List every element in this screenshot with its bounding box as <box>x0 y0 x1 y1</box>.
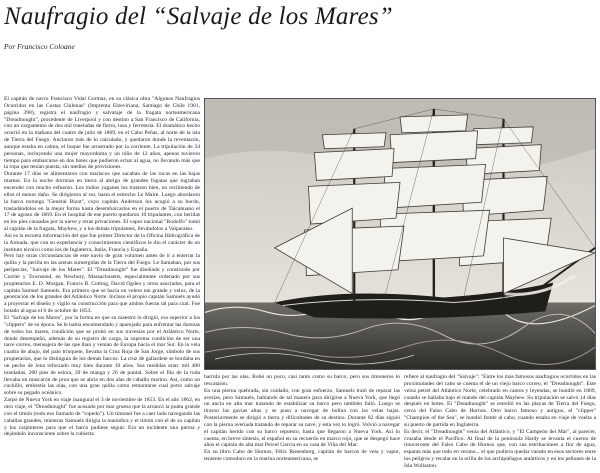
sailing-ship-illustration <box>204 98 596 370</box>
left-text-column <box>4 96 200 470</box>
body-paragraph: El "Salvaje de los Mares", por la forma en que su maestro lo dirigió, era superior a los "clippers" de su época. Se le había encomendado y aparejado para enfrentar las durezas de todos los mares, condición que se probó en sus travesías por el Atlántico Norte, donde desempeñó, además de su registro de carga, la suprema condición de ser una nave correo, mensajera de las que iban y venían de Europa hacia el mar Sur. En la vela cuadra de abajo, del palo trinquete, llevaba la Cruz Roja de San Jorge, símbolo de sus propietarios, que lo distinguía de los demás barcos. La cruz de gallardete se bordaba en un pecho de lona reforzado muy bien durante 10 años. Sus medidas eran: mil 400 toneladas, 200 pies de eslora, 39 de manga y 26 de puntal. Sobre el filo de la roda llevaba un mascarón de proa que se abría en dos alas de caballo marino. Así, como un cuchillo, embestía las olas, con una gran quilla como remontarse cual potro salvaje sobre su pegado océánico. <box>4 315 200 397</box>
body-paragraph: En una pierna quebrada, sin cuidado, con gran esfuerzo, Samuels trató de reparar las averías, pero Samuels, hablando de tal manera para dirigirse a Nueva York, que llegó un ancla en alta mar tratando de estabilizar su barco pero también falló. Luego se tiraron las gavias altas y se puso a navegar de bolina con las velas bajas. Posteriormente se dirigió a tierra y dificultades de su destino. Durante 82 días siguió con la pierna averiada tratando de reparar su nave, y esta vez lo logró. Volvió a navegar el capitán herido con su barco repuesto, hasta que llegaron a Nueva York. Así lo cuenta, en breve síntesis, el español en su recuerdo en marco rojo, que se despegó hace años el capitán de alta mar Percel García en su casa de Viña del Mar. <box>204 387 400 449</box>
body-paragraph: Es decir, el "Dreadnought" venía del Atlántico, y "El Campeón del Mar", al parecer, cruzaba desde el Pacífico. Al final de la península Hardy se levanta el cuerno de rinoceronte del Falso Cabo de Hornos que, con sus estribaciones a flor de agua, espanta más que todo en verano... el que pudiera quedar varado en esos sectores entre los peligros y recalar en la orilla de los archipiélagos antárticos y en los peñones de la Isla Wollaston. <box>404 428 596 469</box>
middle-text-column <box>204 374 400 470</box>
body-paragraph: barrida por las olas. Robó un poco, casi tanto como su barco; pero sus timoneros lo rescataron. <box>204 374 400 387</box>
body-paragraph: refiere al naufragio del "Salvaje": "Entre los más famosos naufragios ocurridos en las proximidades del cabo se cuenta el de un viejo barco correo, el "Dreadnought". Este veloz petrel del Atlántico Norte, celebrado en cantos y leyendas, se hundió en 1869, cuando se hallaba bajo el mando del capitán Mayhew. Su tripulación se salvó 14 días después en botes. El "Dreadnought" se estrelló en las playas de Tierra del Fuego, cerca del Falso Cabo de Hornos. Otro barco famoso y antiguo, el "clipper" "Champion of the Sea", se hundió frente al cabo, cuando estaba en viaje de vuelta a su puerto de partida en Inglaterra. <box>404 374 596 428</box>
body-paragraph: En su libro Cabo de Hornos, Félix Riesenberg, capitán de barcos de vela y vapor, teniente comodoro en la marina norteamericana, se <box>204 449 400 463</box>
article-headline: Naufragio del “Salvaje de los Mares” <box>4 3 393 30</box>
article-byline: Por Francisco Coloane <box>4 42 75 51</box>
right-text-column <box>404 374 596 470</box>
body-paragraph: Durante 17 días se alimentaron con mariscos que sacaban de las rocas en las bajas mareas. En la noche dormían en tierra al abrigo de grandes fogatas que lograban encender con mucho esfuerzo. Los indios yaganes los trataron bien, no recibiendo de ellos el menor daño. Se dirigieron al sur, hasta el estrecho Le Maire. Luego abordaron la barca noruega "General Bizot", cuyo capitán Anderson los acogió a su bordo, trasladándolos en la mejor forma hasta desembarcarlos en el puerto de Talcahuano el 17 de agosto de 1869. En el hospital de ese puerto quedaron 10 tripulantes, con heridas en los pies causadas por la nieve y otras privaciones. El vapor nacional "Rodolfo" tomó al capitán de la fragata, Mayhew, y a los demás tripulantes, llevándolos a Valparaíso. <box>4 171 200 233</box>
ship-drawing <box>205 99 595 369</box>
body-paragraph: Pero hay otras circunstancias de este navío de gran volumen antes de ir a enterrar la quilla y la perilla en las arenas sumergidas de la Tierra del Fuego. Le llamaban, por sus peripecias, "Salvaje de los Mares". El "Dreadnought" fue diseñado y construido por Currier y Townsend, en Newbury, Massachusetts, especialmente ordenado por sus propietarios E. D. Morgan, Francis B. Cutting, David Ogden y otros asociados, para el capitán Samuel Samuels. Era primero que se hacía un velero tan grande y veloz, de la generación de los grandes del Atlántico Norte. Incluso el propio capitán Samuels ayudó a proyectar el diseño y vigiló su construcción para que ambos fueran tal para cual. Fue botado al agua el 6 de octubre de 1853. <box>4 253 200 315</box>
body-paragraph: El capitán de navío Francisco Vidal Gormaz, en su clásica obra "Algunos Naufragios Ocurridos en las Costas Chilenas" (Imprenta Elzeviriana, Santiago de Chile 1901, página 398), registra el naufragio y salvataje de la fragata norteamericana "Dreadnought", procedente de Liverpool y con destino a San Francisco de California, con un cargamento de dos mil toneladas de fierro, losa y ferretería. El dramático hecho ocurrió en la mañana del cuatro de julio de 1869, en el Cabo Peñas, al norte de la isla de Tierra del Fuego. Anclaron más de lo calculado, y quedaron donde la reventazón, aunque estaba en calma, el buque fue arrastrado por la corriente. La tripulación de 34 personas, incluyendo una mujer mayordoma y un niño de 12 años, apenas tuvieron tiempo para embarcarse en dos botes que pudieron echar al agua, no llevando más que la ropa que tenían puesta, sin medios de provisiones. <box>4 96 200 171</box>
body-paragraph: Así es la escueta información del que fue primer Director de la Oficina Hidrográfica de la Armada, que con su experiencia y conocimientos científicos le dio el carácter de un instituto técnico como los de Inglaterra, Italia, Francia y España. <box>4 232 200 253</box>
body-paragraph: Zarpó de Nueva York en viaje inaugural el 3 de noviembre de 1853. En el año 1862, en otro viaje, el "Dreadnought" fue acosado por mar gruesa que la arrancó la punta grande con el timón (todo eso llamado de "ropedo"). Un timonel fue a caer lado navegando las caballas grandes, mientras Samuels dirigía la maniobra y el timón con el de su capitán y los carpinteros para que el barco pudiese seguir. Era un incidente una pierna y dejándolo inconsciente sobre la cubierta <box>4 397 200 438</box>
